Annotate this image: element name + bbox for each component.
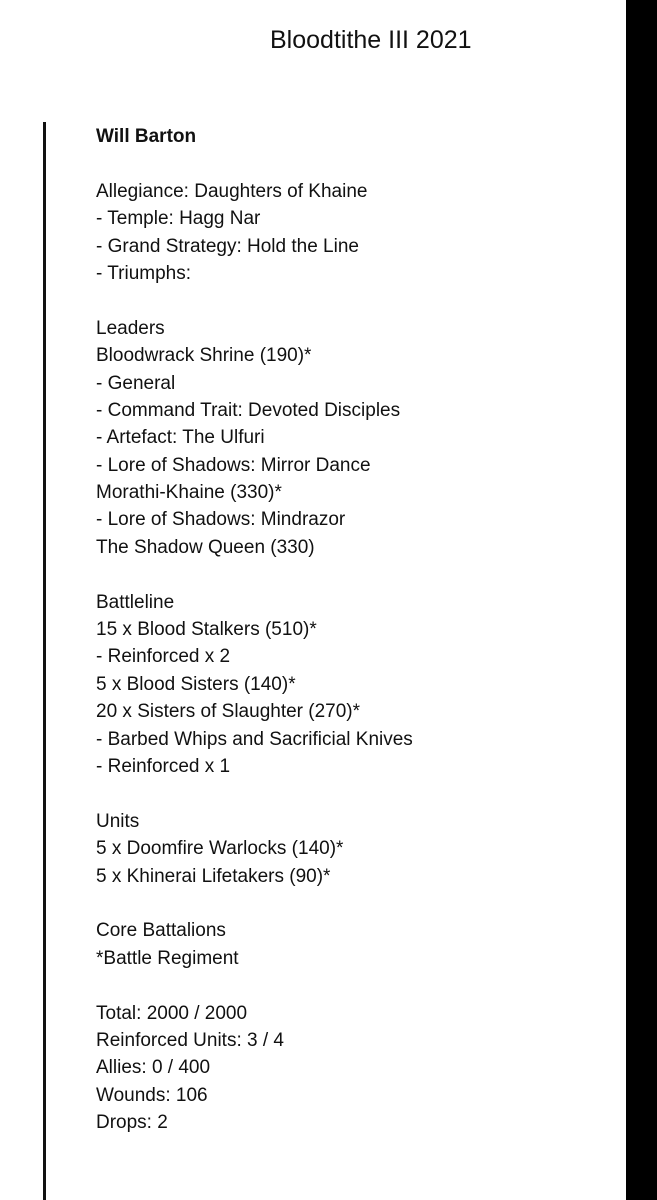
list-item: - Lore of Shadows: Mirror Dance <box>96 454 371 476</box>
list-item: 20 x Sisters of Slaughter (270)* <box>96 701 361 723</box>
summary-total: Total: 2000 / 2000 <box>96 1002 248 1024</box>
allegiance-grand-strategy: - Grand Strategy: Hold the Line <box>96 235 359 257</box>
leaders-heading: Leaders <box>96 317 165 339</box>
core-battalions-heading: Core Battalions <box>96 920 226 942</box>
list-item: Morathi-Khaine (330)* <box>96 482 282 504</box>
list-item: 5 x Khinerai Lifetakers (90)* <box>96 865 331 887</box>
spacer <box>96 561 413 588</box>
list-item: - Artefact: The Ulfuri <box>96 427 265 449</box>
player-name: Will Barton <box>96 126 197 147</box>
allegiance-triumphs: - Triumphs: <box>96 262 192 284</box>
list-item: - Reinforced x 2 <box>96 646 231 668</box>
summary-reinforced-units: Reinforced Units: 3 / 4 <box>96 1029 284 1051</box>
battleline-heading: Battleline <box>96 591 175 613</box>
allegiance-temple: - Temple: Hagg Nar <box>96 208 261 230</box>
list-item: - Reinforced x 1 <box>96 755 231 777</box>
list-item: 15 x Blood Stalkers (510)* <box>96 619 317 641</box>
page-title: Bloodtithe III 2021 <box>270 26 472 54</box>
spacer <box>96 780 413 807</box>
list-item: - Command Trait: Devoted Disciples <box>96 399 401 421</box>
list-item: 5 x Doomfire Warlocks (140)* <box>96 838 344 860</box>
list-item: The Shadow Queen (330) <box>96 536 315 558</box>
summary-wounds: Wounds: 106 <box>96 1084 208 1106</box>
list-item: *Battle Regiment <box>96 947 239 969</box>
list-item: Bloodwrack Shrine (190)* <box>96 345 312 367</box>
summary-allies: Allies: 0 / 400 <box>96 1057 211 1079</box>
spacer <box>96 890 413 917</box>
left-margin-rule <box>43 122 46 1200</box>
spacer <box>96 287 413 314</box>
army-list <box>96 123 413 1136</box>
allegiance-heading: Allegiance: Daughters of Khaine <box>96 180 368 202</box>
spacer <box>96 972 413 999</box>
list-item: - Barbed Whips and Sacrificial Knives <box>96 728 413 750</box>
list-item: - Lore of Shadows: Mindrazor <box>96 509 346 531</box>
spacer <box>96 150 413 177</box>
list-item: 5 x Blood Sisters (140)* <box>96 673 296 695</box>
summary-drops: Drops: 2 <box>96 1112 168 1134</box>
right-page-edge <box>626 0 657 1200</box>
list-item: - General <box>96 372 176 394</box>
units-heading: Units <box>96 810 140 832</box>
